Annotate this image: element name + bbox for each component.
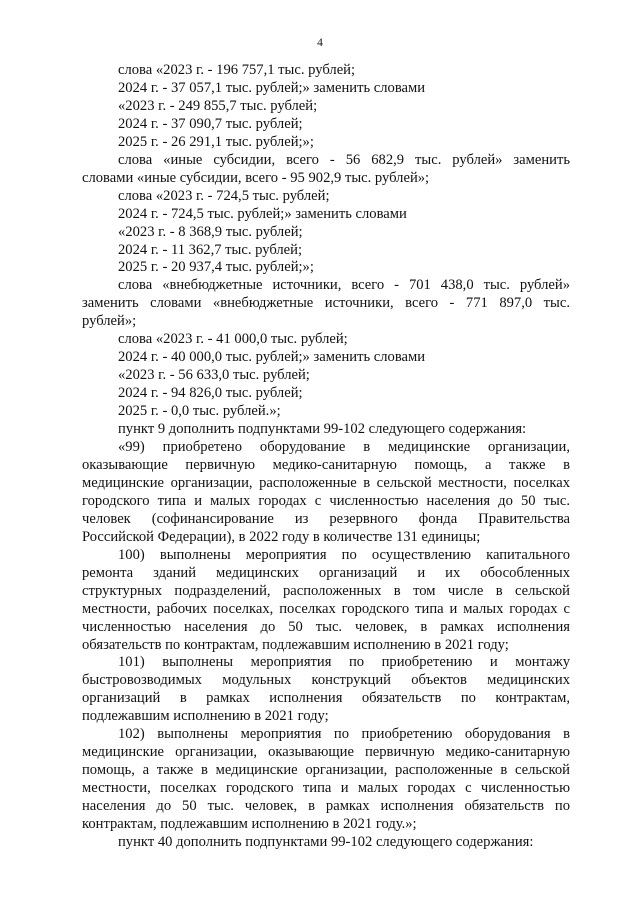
text-line: местности, поселках городского типа и малых городах с численностью <box>82 780 570 797</box>
text-line: заменить словами «внебюджетные источники, всего - 771 897,0 тыс. <box>82 295 570 312</box>
text-line: городского типа и малых городах с численностью населения до 50 тыс. <box>82 492 570 509</box>
text-line: организаций в рамках исполнения обязательств по контрактам, <box>82 690 570 707</box>
text-line: медицинские организации, расположенные в сельской местности, поселках <box>82 474 570 491</box>
text-line: слова «2023 г. - 724,5 тыс. рублей; <box>118 187 330 204</box>
text-line: подлежавшим исполнению в 2021 году; <box>82 708 329 725</box>
text-line: медицинские организации, оказывающие первичную медико-санитарную <box>82 744 570 761</box>
text-line: «2023 г. - 249 855,7 тыс. рублей; <box>118 97 318 114</box>
text-line: словами «иные субсидии, всего - 95 902,9 тыс. рублей»; <box>82 169 430 186</box>
text-line: 2024 г. - 40 000,0 тыс. рублей;» заменить словами <box>118 349 426 366</box>
text-line: человек (софинансирование из резервного фонда Правительства <box>82 510 570 527</box>
text-line: 2025 г. - 20 937,4 тыс. рублей;»; <box>118 259 314 276</box>
page-number: 4 <box>317 37 323 49</box>
text-line: «2023 г. - 8 368,9 тыс. рублей; <box>118 223 303 240</box>
text-line: 2024 г. - 37 090,7 тыс. рублей; <box>118 115 303 132</box>
text-line: численностью населения до 50 тыс. человек, в рамках исполнения <box>82 618 570 635</box>
text-line: 102) выполнены мероприятия по приобретению оборудования в <box>118 726 570 743</box>
text-line: быстровозводимых модульных конструкций объектов медицинских <box>82 672 570 689</box>
text-line: 2025 г. - 26 291,1 тыс. рублей;»; <box>118 133 314 150</box>
text-line: оказывающие первичную медико-санитарную помощь, а также в <box>82 456 570 473</box>
text-line: контрактам, подлежавшим исполнению в 2021 году.»; <box>82 816 417 833</box>
text-line: рублей»; <box>82 313 137 330</box>
text-line: 100) выполнены мероприятия по осуществлению капитального <box>118 546 570 563</box>
text-line: «99) приобретено оборудование в медицинские организации, <box>118 439 570 456</box>
text-line: 2025 г. - 0,0 тыс. рублей.»; <box>118 403 281 420</box>
text-line: Российской Федерации), в 2022 году в количестве 131 единицы; <box>82 528 481 545</box>
text-line: пункт 9 дополнить подпунктами 99-102 следующего содержания: <box>118 421 527 438</box>
text-line: 2024 г. - 724,5 тыс. рублей;» заменить словами <box>118 205 407 222</box>
text-line: ремонта зданий медицинских организаций и их обособленных <box>82 564 570 581</box>
text-line: слова «2023 г. - 41 000,0 тыс. рублей; <box>118 331 348 348</box>
text-line: местности, рабочих поселках, поселках городского типа и малых городах с <box>82 600 570 617</box>
text-line: населения до 50 тыс. человек, в рамках исполнения обязательств по <box>82 798 570 815</box>
document-body <box>82 62 570 852</box>
text-line: 101) выполнены мероприятия по приобретению и монтажу <box>118 654 570 671</box>
text-line: обязательств по контрактам, подлежавшим исполнению в 2021 году; <box>82 636 509 653</box>
text-line: 2024 г. - 37 057,1 тыс. рублей;» заменить словами <box>118 79 426 96</box>
text-line: слова «внебюджетные источники, всего - 701 438,0 тыс. рублей» <box>118 277 570 294</box>
text-line: помощь, а также в медицинские организации, расположенные в сельской <box>82 762 570 779</box>
text-line: пункт 40 дополнить подпунктами 99-102 следующего содержания: <box>118 833 534 850</box>
text-line: «2023 г. - 56 633,0 тыс. рублей; <box>118 367 310 384</box>
text-line: слова «2023 г. - 196 757,1 тыс. рублей; <box>118 62 356 78</box>
text-line: 2024 г. - 11 362,7 тыс. рублей; <box>118 241 303 258</box>
text-line: структурных подразделений, расположенных в том числе в сельской <box>82 582 570 599</box>
text-line: 2024 г. - 94 826,0 тыс. рублей; <box>118 385 303 402</box>
text-line: слова «иные субсидии, всего - 56 682,9 тыс. рублей» заменить <box>118 151 570 168</box>
